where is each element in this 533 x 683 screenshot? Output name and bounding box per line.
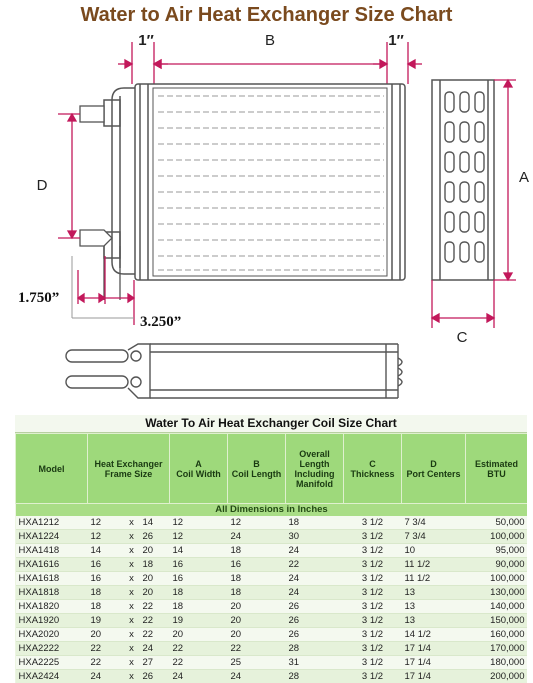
cell-overall-length: 22 <box>286 558 344 572</box>
cell-port-centers: 13 <box>402 586 466 600</box>
header-estimated-btu: Estimated BTU <box>466 434 528 504</box>
cell-model: HXA1920 <box>16 614 88 628</box>
frame-width: 20 <box>90 629 102 640</box>
cell-model: HXA2020 <box>16 628 88 642</box>
frame-length: 20 <box>142 573 154 584</box>
cell-thickness: 3 1/2 <box>344 670 402 683</box>
header-coil-length: B Coil Length <box>228 434 286 504</box>
frame-x: x <box>129 573 134 584</box>
frame-length: 22 <box>142 615 154 626</box>
cell-coil-width: 22 <box>170 656 228 670</box>
cell-coil-length: 24 <box>228 530 286 544</box>
cell-port-centers: 17 1/4 <box>402 642 466 656</box>
cell-thickness: 3 1/2 <box>344 558 402 572</box>
cell-overall-length: 26 <box>286 628 344 642</box>
frame-length: 26 <box>142 671 154 682</box>
cell-thickness: 3 1/2 <box>344 642 402 656</box>
cell-estimated-btu: 100,000 <box>466 530 528 544</box>
frame-length: 18 <box>142 559 154 570</box>
cell-model: HXA1818 <box>16 586 88 600</box>
cell-model: HXA1616 <box>16 558 88 572</box>
dim-right-label: 1″ <box>388 32 404 49</box>
cell-frame-size <box>88 642 170 656</box>
dim-offset-lines <box>78 256 134 325</box>
cell-port-centers: 13 <box>402 600 466 614</box>
cell-model: HXA2424 <box>16 670 88 683</box>
frame-width: 16 <box>90 573 102 584</box>
table-row <box>16 656 528 670</box>
cell-coil-width: 20 <box>170 628 228 642</box>
coil-bottom-view <box>66 344 402 398</box>
frame-width: 19 <box>90 615 102 626</box>
cell-thickness: 3 1/2 <box>344 572 402 586</box>
cell-port-centers: 10 <box>402 544 466 558</box>
frame-length: 27 <box>142 657 154 668</box>
cell-model: HXA1212 <box>16 516 88 530</box>
frame-width: 12 <box>90 531 102 542</box>
cell-model: HXA1820 <box>16 600 88 614</box>
cell-overall-length: 24 <box>286 586 344 600</box>
dim-b-label: B <box>264 32 276 49</box>
size-chart-table <box>15 415 527 683</box>
cell-model: HXA1224 <box>16 530 88 544</box>
header-frame-size: Heat Exchanger Frame Size <box>88 434 170 504</box>
dim-a-label: A <box>518 169 530 186</box>
cell-coil-length: 16 <box>228 558 286 572</box>
frame-width: 16 <box>90 559 102 570</box>
cell-port-centers: 13 <box>402 614 466 628</box>
dim-3250-label: 3.250” <box>140 314 182 330</box>
table-row <box>16 628 528 642</box>
cell-model: HXA2222 <box>16 642 88 656</box>
frame-x: x <box>129 615 134 626</box>
cell-coil-width: 12 <box>170 516 228 530</box>
cell-frame-size <box>88 572 170 586</box>
table-row <box>16 530 528 544</box>
dim-c-label: C <box>456 329 468 346</box>
cell-coil-length: 18 <box>228 572 286 586</box>
cell-coil-width: 14 <box>170 544 228 558</box>
cell-port-centers: 11 1/2 <box>402 572 466 586</box>
cell-coil-length: 20 <box>228 614 286 628</box>
frame-x: x <box>129 545 134 556</box>
frame-length: 20 <box>142 545 154 556</box>
cell-coil-length: 20 <box>228 628 286 642</box>
frame-x: x <box>129 517 134 528</box>
header-coil-width: A Coil Width <box>170 434 228 504</box>
cell-estimated-btu: 50,000 <box>466 516 528 530</box>
dim-c-lines <box>432 280 494 328</box>
cell-model: HXA2225 <box>16 656 88 670</box>
cell-frame-size <box>88 614 170 628</box>
header-overall-length: Overall Length Including Manifold <box>286 434 344 504</box>
cell-estimated-btu: 180,000 <box>466 656 528 670</box>
cell-coil-length: 24 <box>228 670 286 683</box>
cell-estimated-btu: 140,000 <box>466 600 528 614</box>
frame-length: 14 <box>142 517 154 528</box>
frame-length: 22 <box>142 629 154 640</box>
table-subheader-row <box>16 504 528 517</box>
coil-front-view <box>135 84 405 280</box>
cell-port-centers: 7 3/4 <box>402 530 466 544</box>
cell-overall-length: 24 <box>286 544 344 558</box>
table-row <box>16 614 528 628</box>
cell-thickness: 3 1/2 <box>344 614 402 628</box>
table-header-row <box>16 434 528 504</box>
dim-offset-guides <box>72 256 134 318</box>
table-row <box>16 558 528 572</box>
cell-port-centers: 17 1/4 <box>402 656 466 670</box>
cell-coil-length: 12 <box>228 516 286 530</box>
cell-frame-size <box>88 530 170 544</box>
frame-x: x <box>129 559 134 570</box>
cell-port-centers: 7 3/4 <box>402 516 466 530</box>
cell-overall-length: 31 <box>286 656 344 670</box>
dim-d-label: D <box>36 177 48 194</box>
frame-width: 18 <box>90 587 102 598</box>
cell-thickness: 3 1/2 <box>344 530 402 544</box>
cell-port-centers: 17 1/4 <box>402 670 466 683</box>
cell-coil-width: 18 <box>170 586 228 600</box>
cell-port-centers: 14 1/2 <box>402 628 466 642</box>
frame-width: 18 <box>90 601 102 612</box>
cell-coil-length: 18 <box>228 544 286 558</box>
frame-width: 14 <box>90 545 102 556</box>
cell-coil-width: 12 <box>170 530 228 544</box>
table-row <box>16 670 528 683</box>
dim-a-lines <box>494 80 516 280</box>
cell-overall-length: 28 <box>286 642 344 656</box>
frame-width: 12 <box>90 517 102 528</box>
cell-frame-size <box>88 670 170 683</box>
cell-coil-length: 25 <box>228 656 286 670</box>
frame-width: 24 <box>90 671 102 682</box>
frame-length: 20 <box>142 587 154 598</box>
header-thickness: C Thickness <box>344 434 402 504</box>
frame-length: 24 <box>142 643 154 654</box>
cell-overall-length: 24 <box>286 572 344 586</box>
frame-x: x <box>129 531 134 542</box>
cell-thickness: 3 1/2 <box>344 656 402 670</box>
frame-length: 26 <box>142 531 154 542</box>
cell-estimated-btu: 100,000 <box>466 572 528 586</box>
table-row <box>16 586 528 600</box>
side-view-ports <box>445 92 484 262</box>
cell-frame-size <box>88 656 170 670</box>
cell-estimated-btu: 200,000 <box>466 670 528 683</box>
cell-port-centers: 11 1/2 <box>402 558 466 572</box>
frame-x: x <box>129 643 134 654</box>
frame-length: 22 <box>142 601 154 612</box>
table-row <box>16 600 528 614</box>
coil-tube-lines <box>158 96 384 270</box>
cell-estimated-btu: 170,000 <box>466 642 528 656</box>
cell-thickness: 3 1/2 <box>344 600 402 614</box>
frame-x: x <box>129 671 134 682</box>
cell-overall-length: 28 <box>286 670 344 683</box>
cell-coil-width: 24 <box>170 670 228 683</box>
cell-frame-size <box>88 558 170 572</box>
cell-thickness: 3 1/2 <box>344 628 402 642</box>
frame-x: x <box>129 587 134 598</box>
cell-estimated-btu: 95,000 <box>466 544 528 558</box>
dim-1750-label: 1.750” <box>18 290 60 306</box>
cell-thickness: 3 1/2 <box>344 586 402 600</box>
cell-estimated-btu: 150,000 <box>466 614 528 628</box>
cell-overall-length: 26 <box>286 600 344 614</box>
cell-frame-size <box>88 600 170 614</box>
cell-coil-length: 22 <box>228 642 286 656</box>
table-row <box>16 572 528 586</box>
coil-side-view <box>432 80 494 280</box>
table-row <box>16 642 528 656</box>
frame-x: x <box>129 601 134 612</box>
coil-size-table <box>15 433 527 683</box>
table-title: Water To Air Heat Exchanger Coil Size Chart <box>15 415 527 433</box>
cell-model: HXA1618 <box>16 572 88 586</box>
cell-frame-size <box>88 516 170 530</box>
cell-frame-size <box>88 544 170 558</box>
cell-coil-width: 16 <box>170 558 228 572</box>
cell-coil-length: 20 <box>228 600 286 614</box>
frame-x: x <box>129 657 134 668</box>
cell-thickness: 3 1/2 <box>344 516 402 530</box>
table-subheader: All Dimensions in Inches <box>16 504 528 517</box>
frame-x: x <box>129 629 134 640</box>
cell-frame-size <box>88 628 170 642</box>
cell-coil-width: 16 <box>170 572 228 586</box>
page-title: Water to Air Heat Exchanger Size Chart <box>80 4 453 26</box>
cell-overall-length: 26 <box>286 614 344 628</box>
cell-overall-length: 30 <box>286 530 344 544</box>
cell-coil-width: 22 <box>170 642 228 656</box>
header-model: Model <box>16 434 88 504</box>
cell-coil-length: 18 <box>228 586 286 600</box>
cell-coil-width: 19 <box>170 614 228 628</box>
cell-estimated-btu: 130,000 <box>466 586 528 600</box>
cell-thickness: 3 1/2 <box>344 544 402 558</box>
header-port-centers: D Port Centers <box>402 434 466 504</box>
frame-width: 22 <box>90 657 102 668</box>
table-row <box>16 516 528 530</box>
cell-estimated-btu: 90,000 <box>466 558 528 572</box>
dim-left-label: 1″ <box>138 32 154 49</box>
cell-model: HXA1418 <box>16 544 88 558</box>
frame-width: 22 <box>90 643 102 654</box>
table-row <box>16 544 528 558</box>
cell-estimated-btu: 160,000 <box>466 628 528 642</box>
cell-overall-length: 18 <box>286 516 344 530</box>
dim-d-lines <box>58 114 80 238</box>
cell-frame-size <box>88 586 170 600</box>
cell-coil-width: 18 <box>170 600 228 614</box>
